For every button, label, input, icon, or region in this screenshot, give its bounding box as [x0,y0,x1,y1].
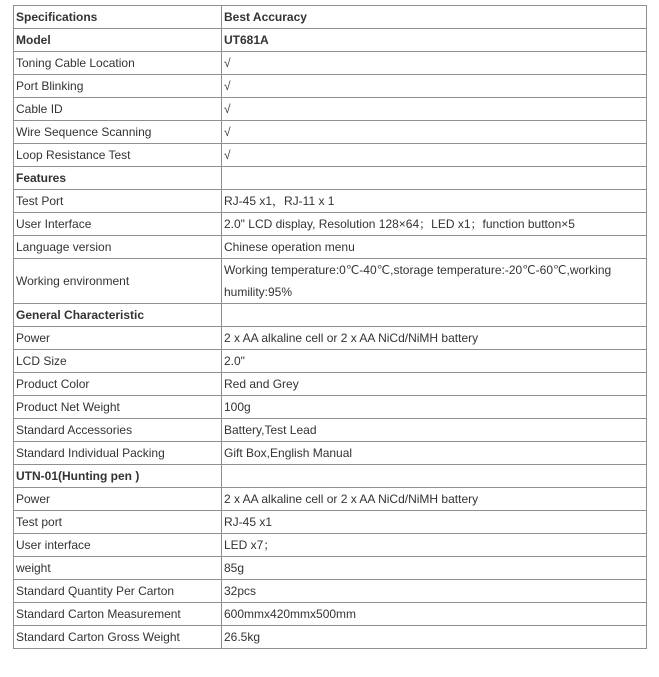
header-specifications: Specifications [14,6,222,29]
row-label: Loop Resistance Test [14,144,222,167]
row-value: √ [222,121,647,144]
row-value: 2.0" LCD display, Resolution 128×64；LED x1；function button×5 [222,213,647,236]
row-value: √ [222,144,647,167]
row-value: 2 x AA alkaline cell or 2 x AA NiCd/NiMH battery [222,327,647,350]
table-row [14,236,647,259]
table-row [14,511,647,534]
row-label: Standard Carton Measurement [14,603,222,626]
row-label: Standard Accessories [14,419,222,442]
row-value: √ [222,52,647,75]
row-label: Test port [14,511,222,534]
row-label: Standard Carton Gross Weight [14,626,222,649]
row-value: 100g [222,396,647,419]
table-header-row [14,6,647,29]
row-value: 600mmx420mmx500mm [222,603,647,626]
row-label: Working environment [14,259,222,304]
row-value: √ [222,98,647,121]
table-row [14,190,647,213]
row-value: RJ-45 x1，RJ-11 x 1 [222,190,647,213]
spec-table-container [13,5,645,649]
row-value: 26.5kg [222,626,647,649]
row-label: Product Net Weight [14,396,222,419]
row-value: Gift Box,English Manual [222,442,647,465]
row-label: Product Color [14,373,222,396]
table-row [14,75,647,98]
row-label: weight [14,557,222,580]
table-row [14,213,647,236]
row-label: Cable ID [14,98,222,121]
table-row [14,259,647,304]
table-row [14,488,647,511]
row-label: LCD Size [14,350,222,373]
row-label: General Characteristic [14,304,222,327]
row-value: Red and Grey [222,373,647,396]
section-row [14,304,647,327]
row-value [222,465,647,488]
section-row [14,465,647,488]
specifications-table [13,5,647,649]
row-label: Power [14,327,222,350]
header-best-accuracy: Best Accuracy [222,6,647,29]
table-row [14,396,647,419]
row-label: Test Port [14,190,222,213]
row-label: Power [14,488,222,511]
row-label: UTN-01(Hunting pen ) [14,465,222,488]
row-label: Standard Individual Packing [14,442,222,465]
table-row [14,98,647,121]
table-row [14,327,647,350]
table-row [14,603,647,626]
row-value: Battery,Test Lead [222,419,647,442]
row-value: 2.0" [222,350,647,373]
row-value: 32pcs [222,580,647,603]
table-row [14,373,647,396]
row-label: Toning Cable Location [14,52,222,75]
row-value: 2 x AA alkaline cell or 2 x AA NiCd/NiMH battery [222,488,647,511]
row-value: 85g [222,557,647,580]
table-row [14,626,647,649]
table-row [14,144,647,167]
row-value: Chinese operation menu [222,236,647,259]
row-value: RJ-45 x1 [222,511,647,534]
row-value [222,167,647,190]
row-label: User Interface [14,213,222,236]
row-label: Port Blinking [14,75,222,98]
table-row [14,557,647,580]
row-label: Model [14,29,222,52]
section-row [14,29,647,52]
table-row [14,580,647,603]
table-row [14,121,647,144]
row-value: LED x7； [222,534,647,557]
table-row [14,350,647,373]
section-row [14,167,647,190]
table-row [14,442,647,465]
row-value: UT681A [222,29,647,52]
row-label: Features [14,167,222,190]
row-label: Wire Sequence Scanning [14,121,222,144]
row-label: Standard Quantity Per Carton [14,580,222,603]
row-label: Language version [14,236,222,259]
table-row [14,419,647,442]
row-label: User interface [14,534,222,557]
row-value: Working temperature:0℃-40℃,storage temperature:-20℃-60℃,working humility:95% [222,259,647,304]
row-value: √ [222,75,647,98]
row-value [222,304,647,327]
table-row [14,534,647,557]
table-row [14,52,647,75]
